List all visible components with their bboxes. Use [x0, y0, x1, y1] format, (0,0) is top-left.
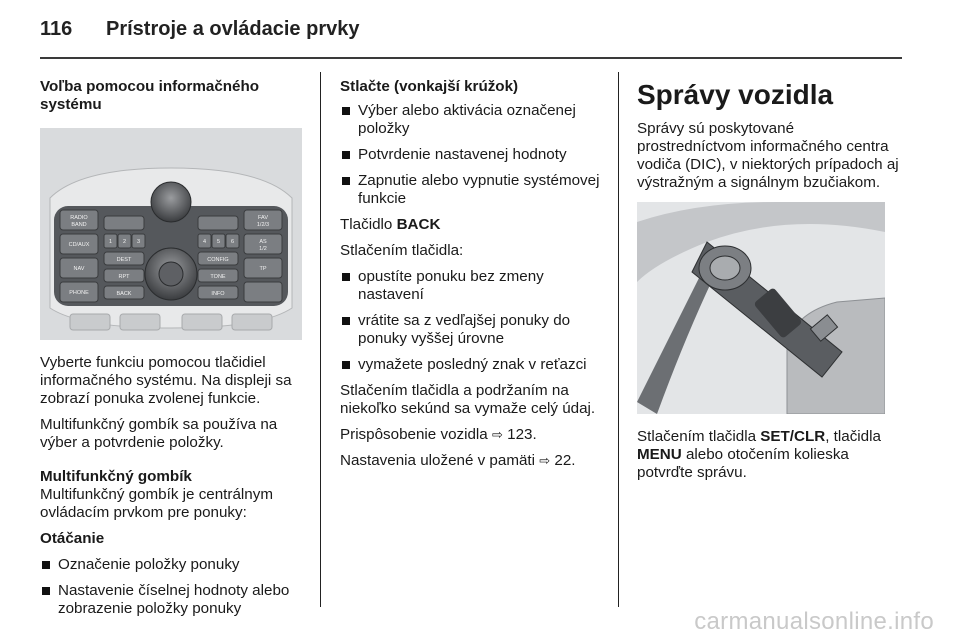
nav-label: NAV	[73, 266, 85, 272]
hold-text: Stlačením tlačidla a podržaním na niekoľko sekúnd sa vymaže celý údaj.	[340, 382, 596, 417]
list-item-text: Potvrdenie nastavenej hodnoty	[358, 146, 567, 163]
infotainment-panel-illustration	[40, 128, 302, 340]
radio-label: RADIO	[70, 215, 88, 221]
menu-label: MENU	[637, 446, 682, 463]
rpt-label: RPT	[118, 274, 130, 280]
set-clr-label: SET/CLR	[760, 428, 826, 445]
knob-usage: Multifunkčný gombík sa používa na výber a potvrdenie položky.	[40, 416, 278, 451]
list-item-text: opustíte ponuku bez zmeny nastavení	[358, 268, 544, 303]
info-label: INFO	[211, 291, 225, 297]
bullet-icon	[342, 151, 350, 159]
page-ref-arrow-icon: ⇨	[539, 453, 551, 468]
bullet-icon	[342, 107, 350, 115]
steering-stalk-illustration	[637, 202, 885, 414]
list-item	[340, 102, 608, 138]
list-item-text: Výber alebo aktivácia označenej položky	[358, 102, 576, 137]
messages-intro: Správy sú poskytované prostredníctvom informačného centra vodiča (DIC), v niektorých prípadoch aj výstražným a signálnym bzučiakom.	[637, 120, 899, 191]
list-item	[340, 356, 608, 374]
config-label: CONFIG	[207, 257, 229, 263]
press-heading: Stlačte (vonkajší krúžok)	[340, 78, 519, 95]
bullet-icon	[42, 561, 50, 569]
list-item	[340, 172, 608, 208]
cd-aux-label: CD/AUX	[68, 242, 90, 248]
dest-label: DEST	[116, 257, 132, 263]
selection-heading: Voľba pomocou informačného systému	[40, 78, 260, 113]
confirm-instructions	[637, 428, 905, 482]
customization-page-link[interactable]: 123.	[507, 426, 537, 443]
phone-label: PHONE	[69, 290, 89, 296]
column-1	[40, 78, 306, 626]
list-item	[40, 556, 306, 574]
knob-text: Multifunkčný gombík je centrálnym ovládacím prvkom pre ponuky:	[40, 486, 273, 521]
list-item-text: Nastavenie číselnej hodnoty alebo zobrazenie položky ponuky	[58, 582, 290, 617]
column-2	[340, 78, 608, 478]
bullet-icon	[342, 317, 350, 325]
back-button-line	[340, 216, 608, 234]
memory-page-link[interactable]: 22.	[554, 452, 576, 469]
bullet-icon	[42, 587, 50, 595]
steering-stalk-figure	[637, 202, 885, 414]
as-sub-label: 1/2	[259, 246, 267, 252]
column-divider-1	[320, 72, 321, 607]
list-item	[340, 146, 608, 164]
rotate-heading: Otáčanie	[40, 530, 105, 547]
tone-label: TONE	[210, 274, 226, 280]
list-item-text: Zapnutie alebo vypnutie systémovej funkcie	[358, 172, 600, 207]
back-name: BACK	[396, 216, 441, 233]
customization-text: Prispôsobenie vozidla	[340, 426, 488, 443]
preset-5: 5	[216, 239, 221, 245]
infotainment-panel-figure	[40, 128, 302, 340]
as-label: AS	[259, 239, 267, 245]
preset-3: 3	[136, 239, 141, 245]
customization-reference	[340, 426, 608, 444]
bullet-icon	[342, 177, 350, 185]
bullet-icon	[342, 273, 350, 281]
preset-2: 2	[122, 239, 127, 245]
knob-section	[40, 468, 306, 522]
confirm-mid: , tlačidla	[825, 428, 881, 445]
list-item-text: vrátite sa z vedľajšej ponuky do ponuky vyššej úrovne	[358, 312, 571, 347]
knob-heading: Multifunkčný gombík	[40, 468, 192, 485]
list-item-text: vymažete posledný znak v reťazci	[358, 356, 587, 373]
column-3	[637, 78, 905, 490]
tp-label: TP	[259, 266, 267, 272]
vehicle-messages-heading: Správy vozidla	[637, 79, 834, 110]
confirm-post: alebo otočením kolieska potvrďte správu.	[637, 446, 849, 481]
watermark: carmanualsonline.info	[694, 608, 934, 635]
page-number: 116	[40, 18, 73, 40]
list-item-text: Označenie položky ponuky	[58, 556, 240, 573]
column-divider-2	[618, 72, 619, 607]
page-header	[40, 18, 359, 41]
memory-text: Nastavenia uložené v pamäti	[340, 452, 536, 469]
list-item	[340, 312, 608, 348]
back-prefix: Tlačidlo	[340, 216, 397, 233]
memory-reference	[340, 452, 608, 470]
section-title: Prístroje a ovládacie prvky	[106, 18, 360, 40]
preset-4: 4	[202, 239, 207, 245]
page-ref-arrow-icon: ⇨	[491, 427, 503, 442]
volume-knob	[151, 182, 191, 222]
fav-label: FAV	[258, 215, 268, 221]
panel-description: Vyberte funkciu pomocou tlačidiel informačného systému. Na displeji sa zobrazí ponuka zvolenej funkcie.	[40, 354, 292, 407]
preset-1: 1	[108, 239, 113, 245]
list-item	[40, 582, 306, 618]
back-label: BACK	[116, 291, 132, 297]
preset-6: 6	[230, 239, 235, 245]
list-item	[340, 268, 608, 304]
fav-sub-label: 1/2/3	[256, 222, 270, 228]
confirm-pre: Stlačením tlačidla	[637, 428, 761, 445]
back-press-text: Stlačením tlačidla:	[340, 242, 464, 259]
bullet-icon	[342, 361, 350, 369]
band-label: BAND	[71, 222, 87, 228]
header-rule	[40, 57, 902, 59]
